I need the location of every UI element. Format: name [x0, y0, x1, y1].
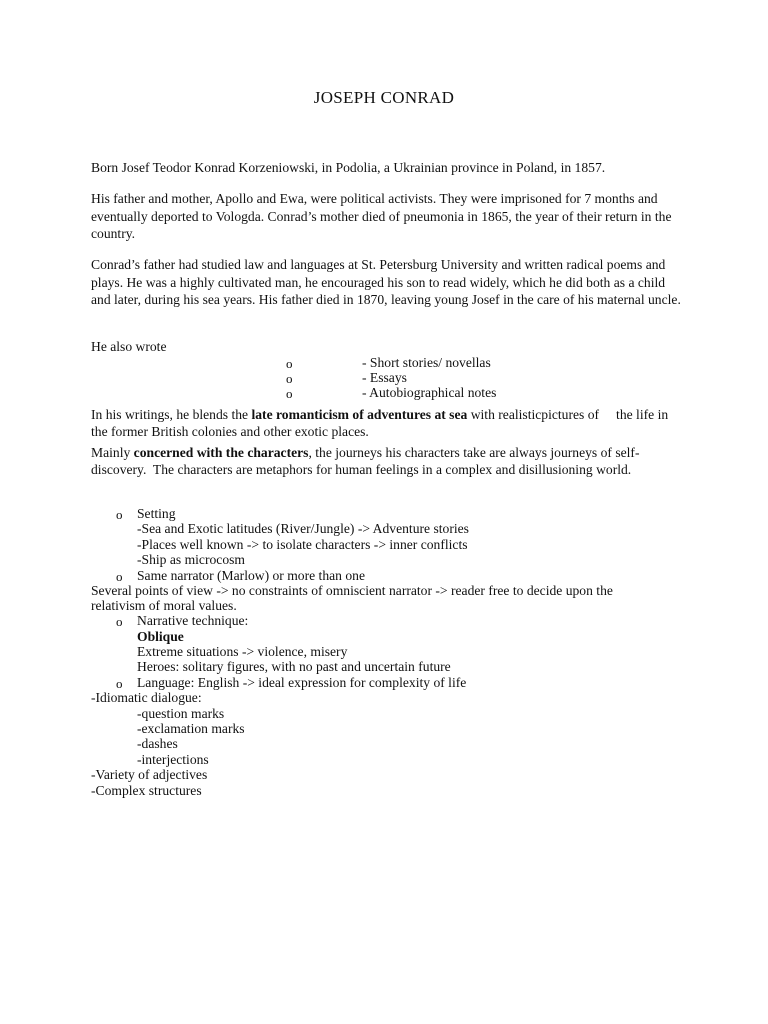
paragraph-writings: In his writings, he blends the late romanticism of adventures at sea with realisticpictures of the life in the former British colonies and other exotic places.: [91, 407, 672, 439]
list-item-autobiographical-notes: - Autobiographical notes: [362, 385, 497, 400]
paragraph-characters: Mainly concerned with the characters, the journeys his characters take are always journeys of self-discovery. The characters are metaphors for human feelings in a complex and disillusioning world.: [91, 445, 640, 477]
bullet-marker: o: [116, 614, 123, 629]
dialogue-item: -question marks: [137, 706, 225, 721]
outline-narrative-technique: Narrative technique:: [137, 613, 249, 628]
setting-item: -Places well known -> to isolate characters -> inner conflicts: [137, 537, 468, 552]
bullet-marker: o: [116, 569, 123, 584]
bullet-marker: o: [286, 356, 293, 371]
outline-setting: Setting: [137, 506, 176, 521]
setting-item: -Sea and Exotic latitudes (River/Jungle) -> Adventure stories: [137, 521, 469, 536]
setting-item: -Ship as microcosm: [137, 552, 245, 567]
page-title: JOSEPH CONRAD: [313, 88, 455, 107]
outline-language: Language: English -> ideal expression for complexity of life: [137, 675, 467, 690]
paragraph-parents: His father and mother, Apollo and Ewa, were political activists. They were imprisoned for 7 months and eventually deported to Vologda. Conrad’s mother died of pneumonia in 1865, the year of their return in the country.: [91, 191, 672, 241]
bold-phrase: late romanticism of adventures at sea: [251, 407, 468, 422]
list-item-short-stories: - Short stories/ novellas: [362, 355, 491, 370]
points-of-view-line: relativism of moral values.: [91, 598, 237, 613]
outline-narrator: Same narrator (Marlow) or more than one: [137, 568, 365, 583]
narrative-item: Heroes: solitary figures, with no past and uncertain future: [137, 659, 451, 674]
list-item-essays: - Essays: [362, 370, 407, 385]
dialogue-item: -dashes: [137, 736, 178, 751]
bullet-marker: o: [286, 386, 293, 401]
dialogue-item: -exclamation marks: [137, 721, 245, 736]
also-wrote-intro: He also wrote: [91, 339, 167, 354]
bullet-marker: o: [286, 371, 293, 386]
points-of-view-line: Several points of view -> no constraints of omniscient narrator -> reader free to decide upon the: [91, 583, 613, 598]
narrative-item: Extreme situations -> violence, misery: [137, 644, 348, 659]
oblique-label: Oblique: [137, 629, 184, 644]
paragraph-birth: Born Josef Teodor Konrad Korzeniowski, in Podolia, a Ukrainian province in Poland, in 1857.: [91, 160, 606, 175]
variety-of-adjectives: -Variety of adjectives: [91, 767, 208, 782]
bullet-marker: o: [116, 676, 123, 691]
bullet-marker: o: [116, 507, 123, 522]
paragraph-father: Conrad’s father had studied law and languages at St. Petersburg University and written radical poems and plays. He was a highly cultivated man, he encouraged his son to read widely, which he did both as a child and later, during his sea years. His father died in 1870, leaving young Josef in the care of his maternal uncle.: [91, 257, 681, 307]
complex-structures: -Complex structures: [91, 783, 202, 798]
dialogue-item: -interjections: [137, 752, 209, 767]
idiomatic-dialogue: -Idiomatic dialogue:: [91, 690, 202, 705]
bold-phrase: concerned with the characters: [133, 445, 309, 460]
